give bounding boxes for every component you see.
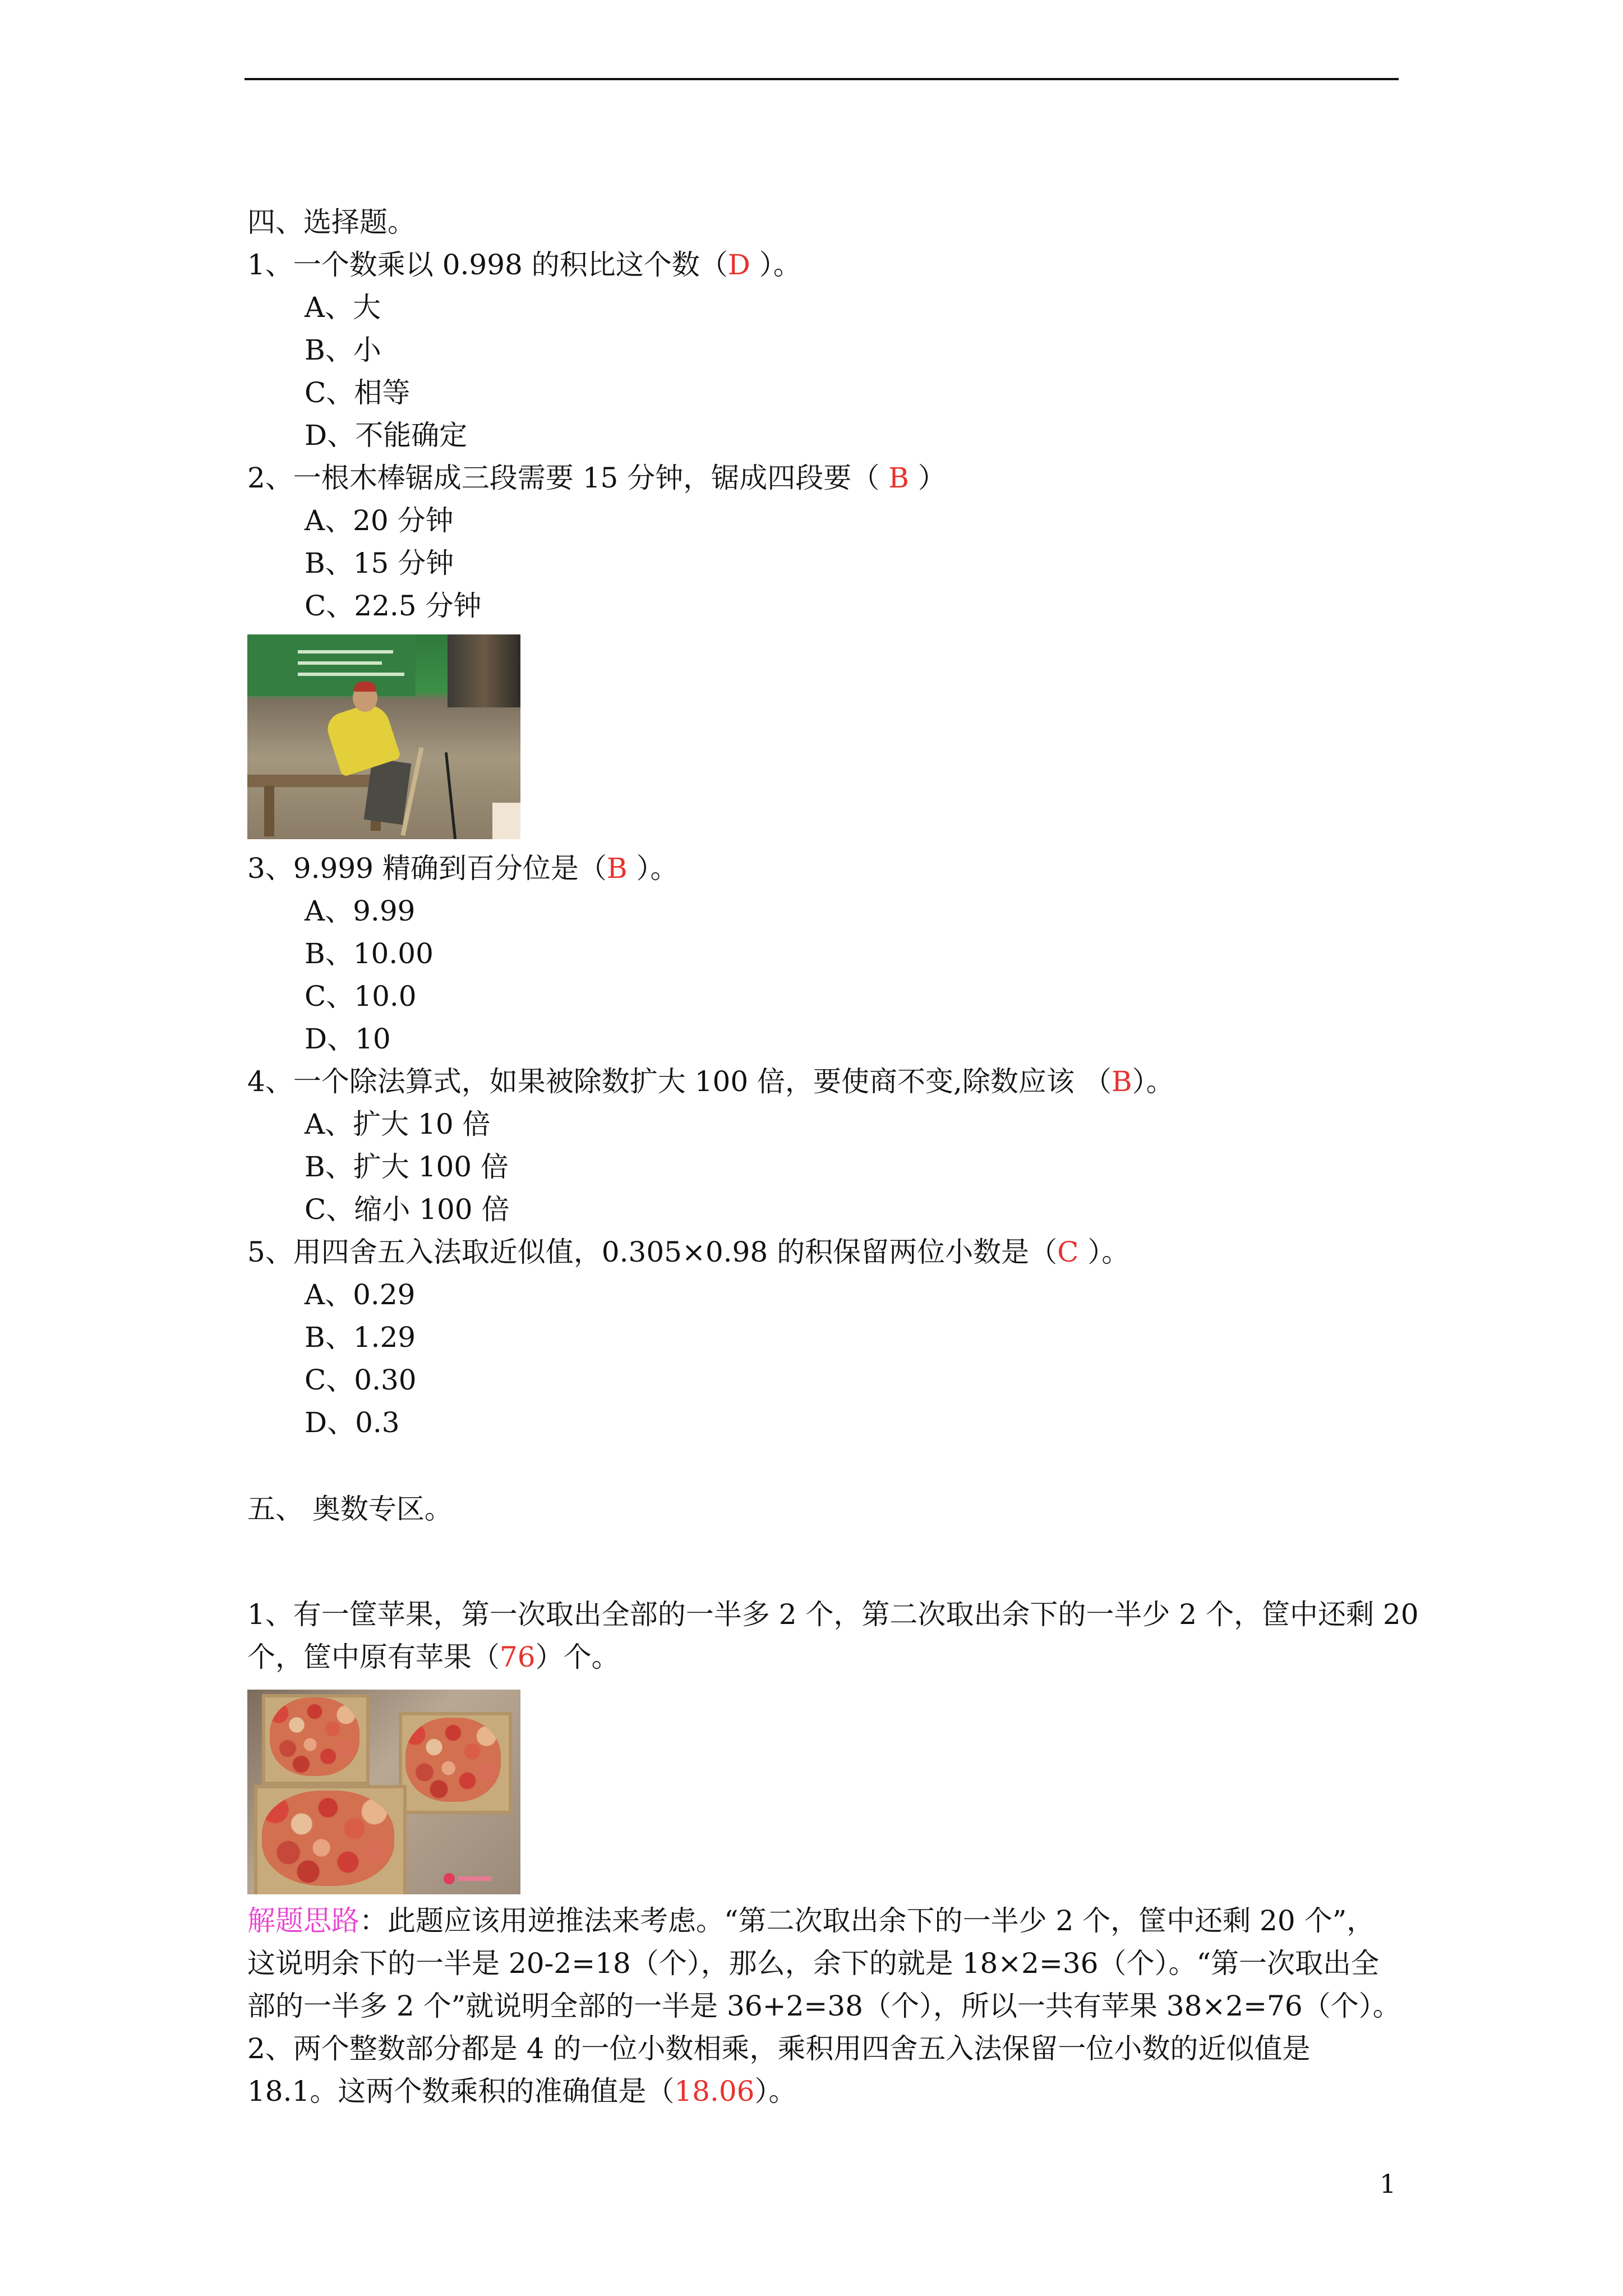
q3-option-c: C、10.0 <box>305 980 417 1013</box>
question-1: 1、一个数乘以 0.998 的积比这个数（D ）。 <box>247 249 801 281</box>
q5-option-d: D、0.3 <box>305 1406 400 1439</box>
q1-option-a: A、大 <box>305 291 381 324</box>
q5-option-b: B、1.29 <box>305 1321 416 1354</box>
q1-option-c: C、相等 <box>305 376 411 409</box>
q2-option-a: A、20 分钟 <box>305 504 454 537</box>
problem-2-line-1: 2、两个整数部分都是 4 的一位小数相乘，乘积用四舍五入法保留一位小数的近似值是 <box>247 2032 1311 2065</box>
q1-option-d: D、不能确定 <box>305 419 468 452</box>
q1-option-b: B、小 <box>305 334 381 366</box>
question-5: 5、用四舍五入法取近似值，0.305×0.98 的积保留两位小数是（C ）。 <box>247 1236 1130 1268</box>
question-3: 3、9.999 精确到百分位是（B ）。 <box>247 852 679 885</box>
answer-2: B <box>888 462 909 494</box>
q3-option-b: B、10.00 <box>305 937 434 970</box>
problem-1-line-2: 个，筐中原有苹果（76）个。 <box>247 1641 620 1673</box>
q5-option-c: C、0.30 <box>305 1364 417 1396</box>
problem-1-line-1: 1、有一筐苹果，第一次取出全部的一半多 2 个，第二次取出余下的一半少 2 个，筐中还剩 20 <box>247 1598 1419 1631</box>
solution-line-3: 部的一半多 2 个”就说明全部的一半是 36+2=38（个），所以一共有苹果 38×2=76（个）。 <box>247 1990 1401 2022</box>
problem-2-line-2: 18.1。这两个数乘积的准确值是（18.06）。 <box>247 2075 797 2108</box>
solution-line-1: 解题思路：此题应该用逆推法来考虑。“第二次取出余下的一半少 2 个，筐中还剩 20 个”， <box>247 1904 1375 1937</box>
q4-option-c: C、缩小 100 倍 <box>305 1193 510 1226</box>
q5-option-a: A、0.29 <box>305 1278 416 1311</box>
answer-5: C <box>1057 1236 1079 1268</box>
q2-option-c: C、22.5 分钟 <box>305 590 482 622</box>
solution-label: 解题思路 <box>247 1904 359 1937</box>
problem-1-answer: 76 <box>500 1641 536 1673</box>
q4-option-b: B、扩大 100 倍 <box>305 1151 509 1183</box>
question-4: 4、一个除法算式，如果被除数扩大 100 倍，要使商不变,除数应该 （B）。 <box>247 1065 1174 1098</box>
answer-1: D <box>727 249 750 281</box>
section-title-choice: 四、选择题。 <box>247 206 416 238</box>
answer-3: B <box>606 852 628 885</box>
q3-option-d: D、10 <box>305 1023 391 1055</box>
section-title-olympiad: 五、 奥数专区。 <box>247 1493 453 1525</box>
question-2: 2、一根木棒锯成三段需要 15 分钟，锯成四段要（ B ） <box>247 462 946 494</box>
header-rule <box>245 78 1399 80</box>
problem-2-answer: 18.06 <box>674 2075 755 2108</box>
q4-option-a: A、扩大 10 倍 <box>305 1108 491 1140</box>
q3-option-a: A、9.99 <box>305 895 416 927</box>
apple-baskets-photo <box>247 1690 520 1894</box>
watermark-logo-icon <box>444 1872 494 1885</box>
q2-option-b: B、15 分钟 <box>305 547 454 579</box>
answer-4: B <box>1111 1065 1132 1098</box>
solution-line-2: 这说明余下的一半是 20-2=18（个），那么，余下的就是 18×2=36（个）。“第一次取出全 <box>247 1947 1380 1980</box>
page-number: 1 <box>1380 2169 1396 2199</box>
sawing-wood-photo <box>247 634 520 839</box>
